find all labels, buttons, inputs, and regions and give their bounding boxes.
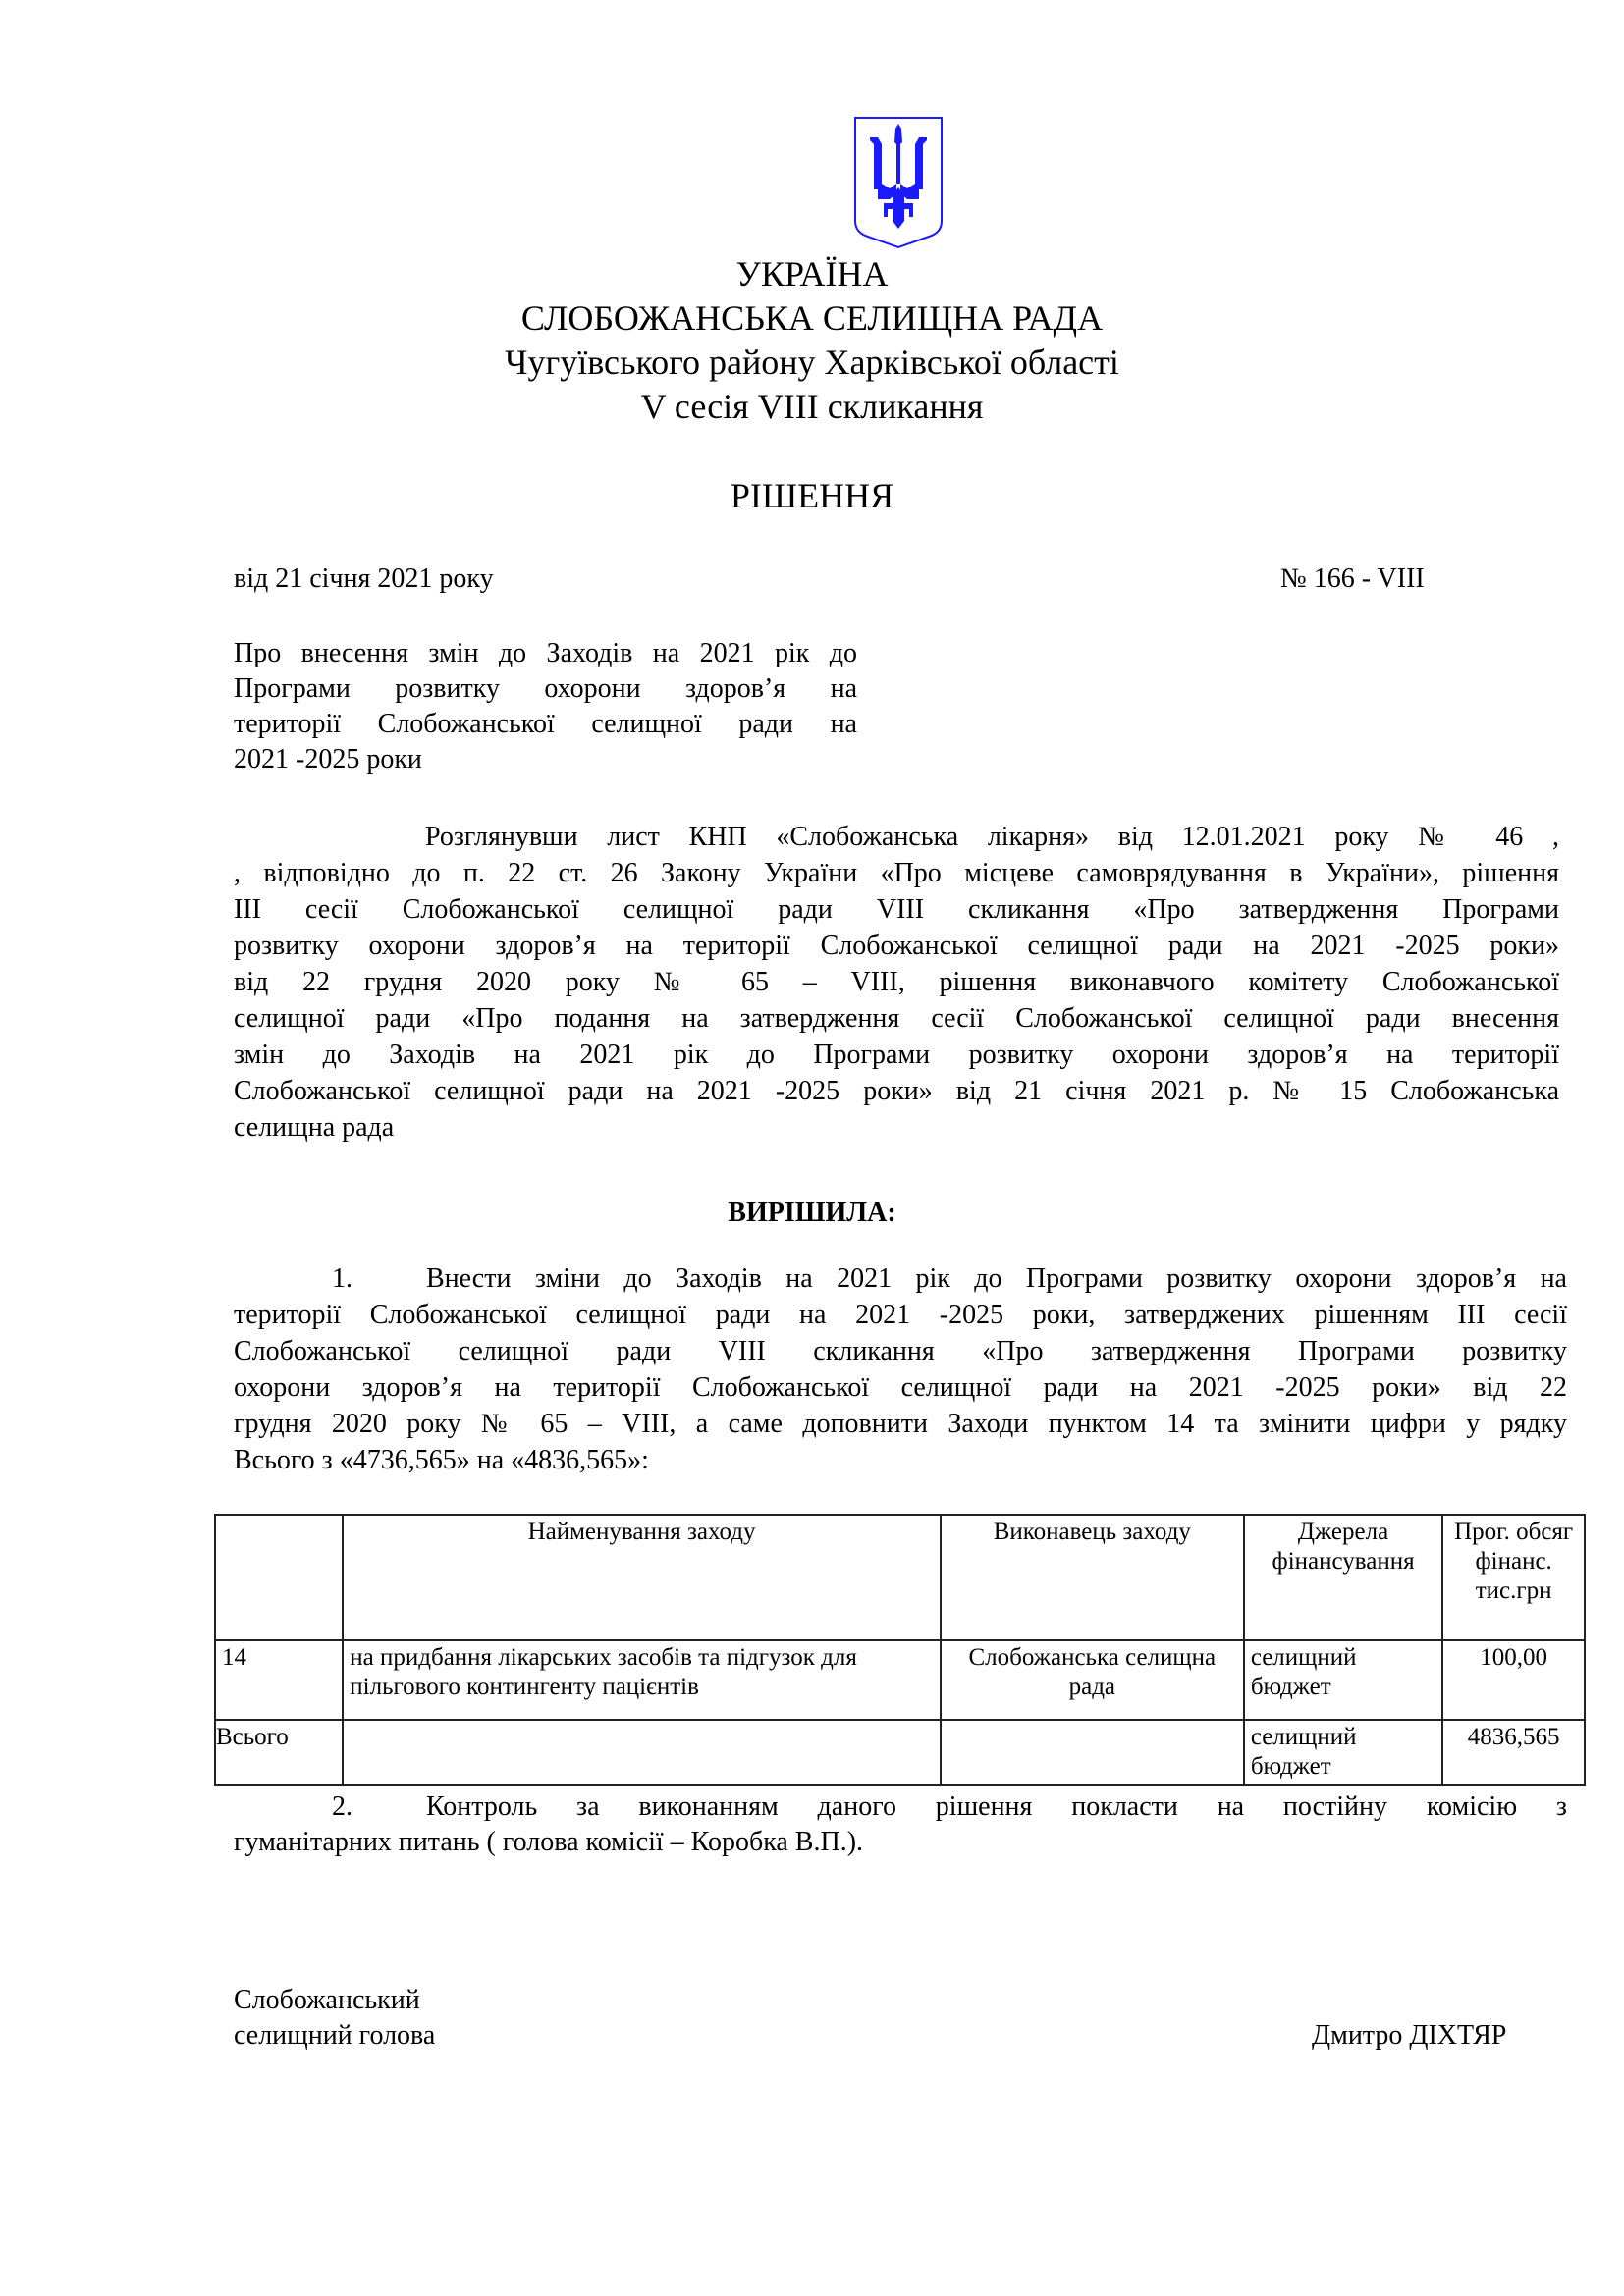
table-header-cell: Джерела фінансування <box>1244 1515 1442 1640</box>
table-cell: Слобожанська селищна рада <box>941 1640 1244 1720</box>
signatory-title-line-2: селищний голова <box>234 2020 436 2051</box>
resolution-item-1 <box>234 1260 1567 1478</box>
table-cell: 100,00 <box>1442 1640 1585 1720</box>
country-heading: УКРАЇНА <box>735 254 889 294</box>
subject-line: Програми розвитку охорони здоров’я на <box>234 673 857 704</box>
district-heading: Чугуївського району Харківської області <box>505 343 1119 382</box>
item-2-first-line <box>234 1789 1567 1825</box>
table-header-cell: Найменування заходу <box>343 1515 941 1640</box>
preamble-line: розвитку охорони здоров’я на території Слобожанської селищної ради на 2021 -2025 роки» <box>234 931 1559 961</box>
table-total-row <box>215 1720 1585 1785</box>
table-cell: селищний бюджет <box>1244 1640 1442 1720</box>
preamble-line: ІІІ сесії Слобожанської селищної ради VIII скликання «Про затвердження Програми <box>234 894 1559 925</box>
session-heading: V сесія VIII скликання <box>640 387 984 426</box>
item-line: території Слобожанської селищної ради на 2021 -2025 роки, затверджених рішенням ІІІ сесії <box>234 1300 1567 1330</box>
decision-date: від 21 січня 2021 року <box>234 563 494 594</box>
signatory-title-line-1: Слобожанський <box>234 1985 420 2015</box>
preamble-line: змін до Заходів на 2021 рік до Програми розвитку охорони здоров’я на території <box>234 1040 1559 1070</box>
table-cell: Всього <box>215 1720 343 1785</box>
preamble-line: , відповідно до п. 22 ст. 26 Закону України «Про місцеве самоврядування в України», рішення <box>234 858 1559 888</box>
table-header-cell: Прог. обсяг фінанс. тис.грн <box>1442 1515 1585 1640</box>
preamble-line: селищної ради «Про подання на затвердження сесії Слобожанської селищної ради внесення <box>234 1003 1559 1034</box>
subject-line: Про внесення змін до Заходів на 2021 рік до <box>234 638 857 668</box>
preamble-line: селищна рада <box>234 1112 395 1143</box>
item-line: грудня 2020 року № 65 – VIII, а саме доповнити Заходи пунктом 14 та змінити цифри у рядку <box>234 1409 1567 1439</box>
resolution-item-2 <box>234 1789 1567 1860</box>
coat-of-arms-trident-icon <box>852 115 945 250</box>
item-1-first-line <box>234 1260 1567 1297</box>
document-type-heading: РІШЕННЯ <box>730 476 894 515</box>
table-cell: 4836,565 <box>1442 1720 1585 1785</box>
table-header-cell: Виконавець заходу <box>941 1515 1244 1640</box>
subject-line: території Слобожанської селищної ради на <box>234 709 857 739</box>
table-cell <box>343 1720 941 1785</box>
preamble-line: Слобожанської селищної ради на 2021 -2025 роки» від 21 січня 2021 р. № 15 Слобожанська <box>234 1076 1559 1106</box>
item-line: гуманітарних питань ( голова комісії – Коробка В.П.). <box>234 1827 864 1857</box>
preamble-paragraph <box>234 819 1559 1146</box>
measures-table <box>214 1514 1586 1786</box>
council-heading: СЛОБОЖАНСЬКА СЕЛИЩНА РАДА <box>520 298 1104 338</box>
decision-subject <box>234 636 857 777</box>
table-cell <box>941 1720 1244 1785</box>
table-cell: 14 <box>215 1640 343 1720</box>
preamble-line: від 22 грудня 2020 року № 65 – VIII, рішення виконавчого комітету Слобожанської <box>234 967 1559 997</box>
signatory-name: Дмитро ДІХТЯР <box>1312 2020 1507 2051</box>
subject-line: 2021 -2025 роки <box>234 744 422 774</box>
item-number: 1. <box>332 1263 352 1294</box>
item-line: Всього з «4736,565» на «4836,565»: <box>234 1445 649 1475</box>
item-number: 2. <box>332 1791 352 1822</box>
item-line: Слобожанської селищної ради VIII скликання «Про затвердження Програми розвитку <box>234 1336 1567 1366</box>
item-line: Внести зміни до Заходів на 2021 рік до Програми розвитку охорони здоров’я на <box>426 1263 1567 1294</box>
preamble-line: Розглянувши лист КНП «Слобожанська лікарня» від 12.01.2021 року № 46 , <box>425 822 1559 852</box>
table-row <box>215 1640 1585 1720</box>
table-header-cell <box>215 1515 343 1640</box>
table-header-row <box>215 1515 1585 1640</box>
decision-number: № 166 - VIII <box>1280 563 1425 594</box>
table-cell: селищний бюджет <box>1244 1720 1442 1785</box>
item-line: Контроль за виконанням даного рішення покласти на постійну комісію з <box>426 1791 1567 1822</box>
item-line: охорони здоров’я на території Слобожанської селищної ради на 2021 -2025 роки» від 22 <box>234 1372 1567 1403</box>
table-cell: на придбання лікарських засобів та підгузок для пільгового контингенту пацієнтів <box>343 1640 941 1720</box>
resolved-heading: ВИРІШИЛА: <box>728 1198 896 1228</box>
